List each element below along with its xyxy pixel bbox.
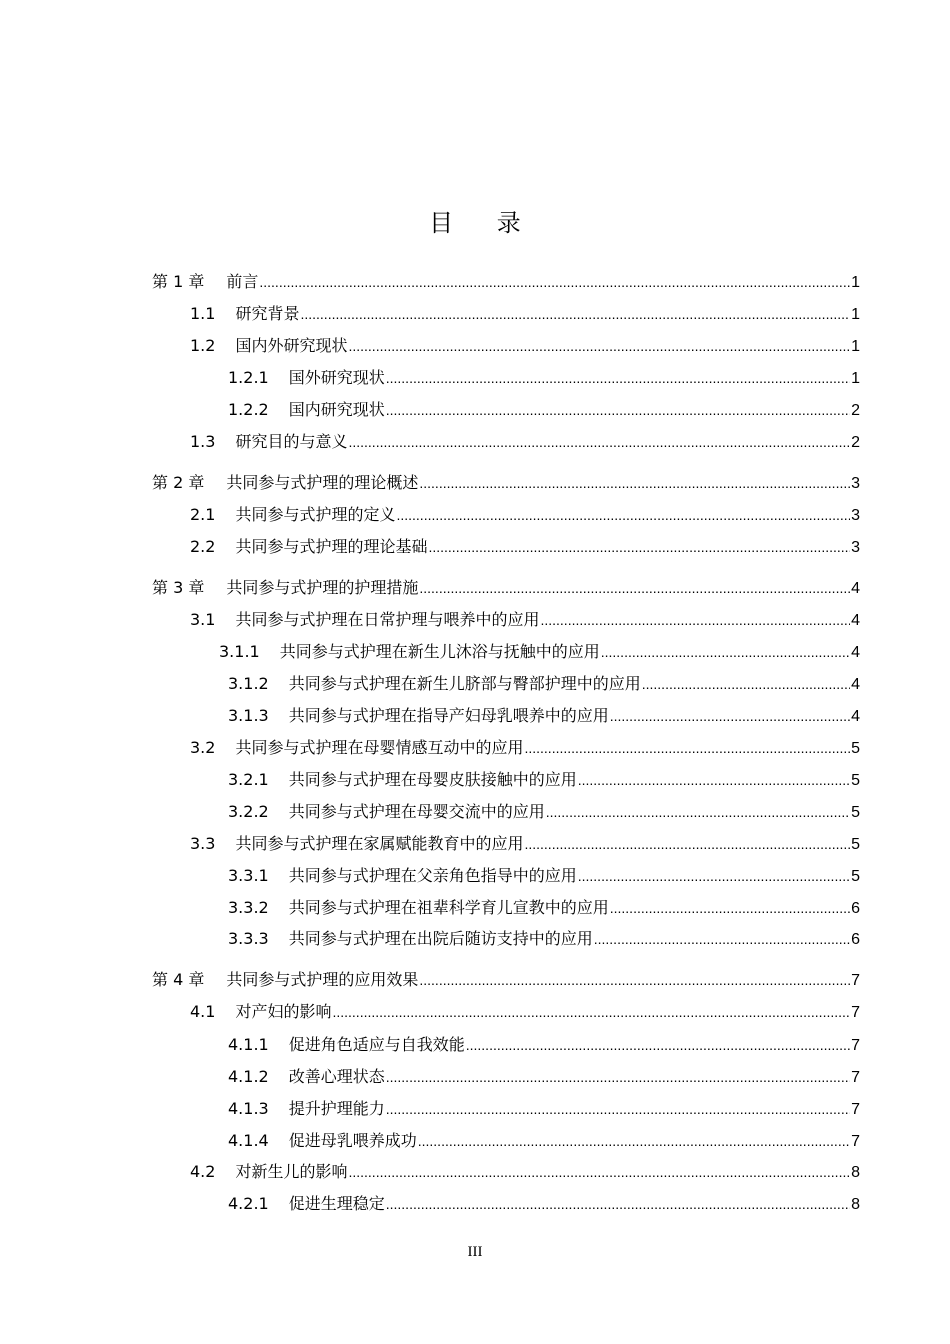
toc-label: 研究目的与意义 <box>235 432 348 451</box>
toc-entry-1-2-1[interactable] <box>228 365 860 391</box>
toc-entry-3-3-3[interactable] <box>228 926 860 952</box>
toc-label: 研究背景 <box>235 304 300 323</box>
toc-leader <box>428 534 850 560</box>
page-footer-number: III <box>467 1244 483 1260</box>
toc-label: 共同参与式护理在出院后随访支持中的应用 <box>288 929 593 948</box>
toc-label: 共同参与式护理的护理措施 <box>226 578 419 597</box>
toc-page: 5 <box>851 804 860 821</box>
toc-leader <box>386 1096 850 1122</box>
toc-label: 改善心理状态 <box>288 1067 385 1086</box>
toc-number: 4.1.1 <box>228 1035 269 1054</box>
toc-number: 3.2 <box>190 738 216 757</box>
toc-entry-chapter-3[interactable] <box>152 575 860 601</box>
toc-page: 3 <box>851 507 860 524</box>
toc-label: 共同参与式护理在日常护理与喂养中的应用 <box>235 610 540 629</box>
toc-page: 2 <box>851 434 860 451</box>
toc-number: 4.2.1 <box>228 1194 269 1213</box>
toc-leader <box>578 767 850 793</box>
toc-page: 4 <box>851 676 860 693</box>
toc-entry-4-1-2[interactable] <box>228 1064 860 1090</box>
toc-leader <box>601 639 850 665</box>
toc-label: 促进生理稳定 <box>288 1194 385 1213</box>
toc-leader <box>332 999 850 1025</box>
toc-entry-chapter-1[interactable] <box>152 269 860 295</box>
toc-leader <box>386 1191 850 1217</box>
toc-entry-4-1[interactable] <box>190 999 860 1025</box>
toc-leader <box>386 1064 850 1090</box>
toc-page: 5 <box>851 740 860 757</box>
toc-leader <box>540 607 850 633</box>
toc-entry-1-2[interactable] <box>190 333 860 359</box>
toc-page: 5 <box>851 772 860 789</box>
toc-entry-1-2-2[interactable] <box>228 397 860 423</box>
toc-entry-4-1-4[interactable] <box>228 1128 860 1154</box>
toc-page: 1 <box>851 274 860 291</box>
toc-leader <box>419 967 850 993</box>
toc-label: 共同参与式护理在母婴皮肤接触中的应用 <box>288 770 577 789</box>
toc-page: 7 <box>851 1069 860 1086</box>
toc-page: 7 <box>851 1133 860 1150</box>
toc-number: 3.1.3 <box>228 706 269 725</box>
toc-leader <box>578 863 850 889</box>
toc-entry-4-2-1[interactable] <box>228 1191 860 1217</box>
toc-entry-chapter-2[interactable] <box>152 470 860 496</box>
toc-page: 2 <box>851 402 860 419</box>
toc-label: 共同参与式护理的理论概述 <box>226 473 419 492</box>
toc-entry-3-1-1[interactable] <box>219 639 860 665</box>
toc-page: 7 <box>851 1004 860 1021</box>
toc-page: 4 <box>851 612 860 629</box>
toc-leader <box>610 895 850 921</box>
toc-number: 3.1.2 <box>228 674 269 693</box>
toc-number: 3.1.1 <box>219 642 260 661</box>
toc-title: 目 录 <box>429 209 539 237</box>
toc-label: 共同参与式护理在新生儿脐部与臀部护理中的应用 <box>288 674 641 693</box>
toc-number: 4.1.3 <box>228 1099 269 1118</box>
toc-leader <box>594 926 850 952</box>
toc-number: 2.2 <box>190 537 216 556</box>
toc-page: 1 <box>851 306 860 323</box>
toc-entry-4-1-3[interactable] <box>228 1096 860 1122</box>
toc-entry-1-3[interactable] <box>190 429 860 455</box>
toc-page: 6 <box>851 900 860 917</box>
toc-number: 1.2.1 <box>228 368 269 387</box>
toc-page: 7 <box>851 972 860 989</box>
toc-entry-3-3-1[interactable] <box>228 863 860 889</box>
toc-number: 3.3.2 <box>228 898 269 917</box>
toc-leader <box>259 269 850 295</box>
toc-label: 共同参与式护理在母婴交流中的应用 <box>288 802 545 821</box>
toc-label: 对产妇的影响 <box>235 1002 332 1021</box>
toc-label: 促进母乳喂养成功 <box>288 1131 417 1150</box>
toc-label: 国内研究现状 <box>288 400 385 419</box>
toc-label: 共同参与式护理在母婴情感互动中的应用 <box>235 738 524 757</box>
toc-label: 提升护理能力 <box>288 1099 385 1118</box>
toc-number: 1.2.2 <box>228 400 269 419</box>
toc-entry-3-1[interactable] <box>190 607 860 633</box>
toc-leader <box>348 1159 850 1185</box>
toc-label: 共同参与式护理的应用效果 <box>226 970 419 989</box>
toc-entry-3-3[interactable] <box>190 831 860 857</box>
toc-leader <box>610 703 850 729</box>
toc-label: 对新生儿的影响 <box>235 1162 348 1181</box>
toc-page: 6 <box>851 931 860 948</box>
toc-leader <box>418 1128 850 1154</box>
toc-page: 5 <box>851 836 860 853</box>
toc-number: 4.1.2 <box>228 1067 269 1086</box>
toc-entry-2-2[interactable] <box>190 534 860 560</box>
toc-number: 3.1 <box>190 610 216 629</box>
toc-page: 3 <box>851 475 860 492</box>
toc-leader <box>466 1032 850 1058</box>
toc-label: 共同参与式护理的理论基础 <box>235 537 428 556</box>
toc-page: 1 <box>851 338 860 355</box>
toc-number: 第 3 章 <box>152 578 205 597</box>
toc-number: 3.3.3 <box>228 929 269 948</box>
toc-number: 3.2.1 <box>228 770 269 789</box>
toc-page: 7 <box>851 1037 860 1054</box>
toc-leader <box>546 799 850 825</box>
toc-leader <box>524 735 850 761</box>
toc-label: 国内外研究现状 <box>235 336 348 355</box>
toc-leader <box>524 831 850 857</box>
toc-label: 共同参与式护理在指导产妇母乳喂养中的应用 <box>288 706 609 725</box>
toc-label: 前言 <box>226 272 259 291</box>
toc-label: 共同参与式护理在祖辈科学育儿宣教中的应用 <box>288 898 609 917</box>
toc-label: 共同参与式护理在新生儿沐浴与抚触中的应用 <box>279 642 600 661</box>
toc-page: 7 <box>851 1101 860 1118</box>
toc-number: 第 2 章 <box>152 473 205 492</box>
toc-number: 第 4 章 <box>152 970 205 989</box>
toc-leader <box>396 502 850 528</box>
toc-page: 1 <box>851 370 860 387</box>
toc-leader <box>642 671 850 697</box>
toc-page: 4 <box>851 580 860 597</box>
toc-page: 5 <box>851 868 860 885</box>
toc-leader <box>419 575 850 601</box>
toc-number: 3.3 <box>190 834 216 853</box>
toc-page: 3 <box>851 539 860 556</box>
toc-entry-3-2[interactable] <box>190 735 860 761</box>
toc-page: 8 <box>851 1164 860 1181</box>
toc-entry-2-1[interactable] <box>190 502 860 528</box>
toc-number: 4.2 <box>190 1162 216 1181</box>
toc-entry-4-1-1[interactable] <box>228 1032 860 1058</box>
toc-label: 国外研究现状 <box>288 368 385 387</box>
toc-entry-1-1[interactable] <box>190 301 860 327</box>
toc-number: 4.1.4 <box>228 1131 269 1150</box>
toc-number: 4.1 <box>190 1002 216 1021</box>
toc-number: 3.3.1 <box>228 866 269 885</box>
toc-entry-4-2[interactable] <box>190 1159 860 1185</box>
toc-leader <box>348 429 850 455</box>
toc-entry-3-3-2[interactable] <box>228 895 860 921</box>
toc-page: 4 <box>851 644 860 661</box>
toc-entry-3-2-2[interactable] <box>228 799 860 825</box>
toc-label: 共同参与式护理在父亲角色指导中的应用 <box>288 866 577 885</box>
toc-label: 共同参与式护理的定义 <box>235 505 396 524</box>
toc-number: 1.3 <box>190 432 216 451</box>
toc-page: 4 <box>851 708 860 725</box>
toc-entry-chapter-4[interactable] <box>152 967 860 993</box>
toc-number: 2.1 <box>190 505 216 524</box>
toc-label: 促进角色适应与自我效能 <box>288 1035 465 1054</box>
toc-leader <box>419 470 850 496</box>
toc-label: 共同参与式护理在家属赋能教育中的应用 <box>235 834 524 853</box>
toc-leader <box>386 365 850 391</box>
toc-number: 第 1 章 <box>152 272 205 291</box>
toc-page: 8 <box>851 1196 860 1213</box>
toc-entry-3-1-2[interactable] <box>228 671 860 697</box>
toc-leader <box>300 301 850 327</box>
toc-number: 1.1 <box>190 304 216 323</box>
toc-entry-3-1-3[interactable] <box>228 703 860 729</box>
toc-leader <box>386 397 850 423</box>
toc-entry-3-2-1[interactable] <box>228 767 860 793</box>
toc-number: 1.2 <box>190 336 216 355</box>
toc-number: 3.2.2 <box>228 802 269 821</box>
toc-leader <box>348 333 850 359</box>
